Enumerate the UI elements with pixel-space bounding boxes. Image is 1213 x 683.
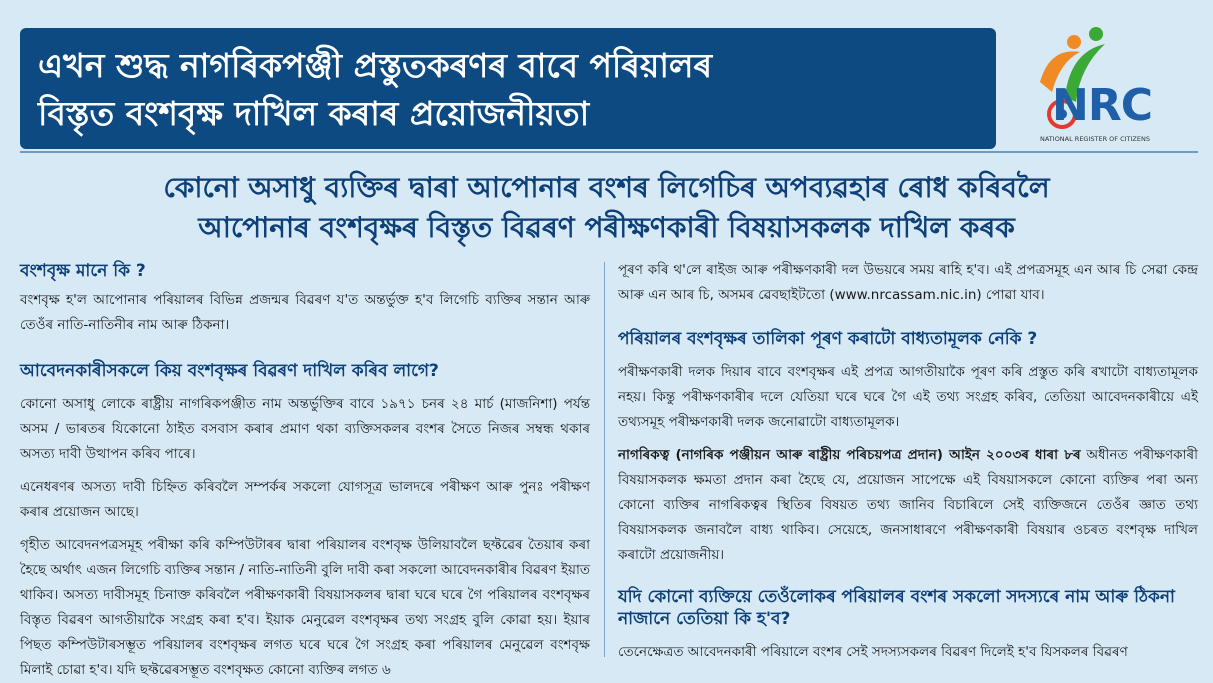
headline-line-2: আপোনাৰ বংশবৃক্ষৰ বিস্তৃত বিৱৰণ পৰীক্ষণকাৰী বিষয়াসকলক দাখিল কৰক <box>198 211 1015 244</box>
column-divider <box>604 262 605 657</box>
paragraph: পৰীক্ষণকাৰী দলক দিয়াৰ বাবে বংশবৃক্ষৰ এই প্ৰপত্ৰ আগতীয়াকৈ পূৰণ কৰি প্ৰস্তুত কৰি ৰখাটো বাধ্যতামূলক নহয়। কিন্তু পৰীক্ষণকাৰীৰ দলে যেতিয়া ঘৰে ঘৰে গৈ এই তথ্য সংগ্ৰহ কৰিব, তেতিয়া আবেদনকাৰীয়ে এই তথ্যসমূহ পৰীক্ষণকাৰী দলক জনোৱাটো বাধ্যতামূলক। <box>618 364 1198 430</box>
logo-head-green <box>1089 27 1103 41</box>
paragraph-rest: অধীনত পৰীক্ষণকাৰী বিষয়াসকলক ক্ষমতা প্ৰদান কৰা হৈছে যে, প্ৰয়োজন সাপেক্ষে এই বিষয়াসকলে কোনো ব্যক্তিৰ পৰা অন্য কোনো ব্যক্তিৰ নাগৰিকত্বৰ স্থিতিৰ বিষয়ত তথ্য জানিব বিচাৰিলে সেই ব্যক্তিজনে তেওঁৰ জ্ঞাত তথ্য বিষয়াসকলক জনাবলৈ বাধ্য থাকিব। সেয়েহে, জনসাধাৰণে পৰীক্ষণকাৰী বিষয়াৰ ওচৰত বংশবৃক্ষ দাখিল কৰাটো প্ৰয়োজনীয়। <box>618 447 1198 563</box>
paragraph: এনেধৰণৰ অসত্য দাবী চিহ্নিত কৰিবলৈ সম্পৰ্কৰ সকলো যোগসূত্ৰ ভালদৰে পৰীক্ষণ আৰু পুনঃ পৰীক্ষণ কৰাৰ প্ৰয়োজন আছে। <box>20 479 590 520</box>
right-column <box>618 258 1198 665</box>
bold-law-reference: নাগৰিকত্ব (নাগৰিক পঞ্জীয়ন আৰু ৰাষ্ট্ৰীয় পৰিচয়পত্ৰ প্ৰদান) আইন ২০০৩ৰ ধাৰা ৮ৰ <box>618 447 1081 463</box>
logo-head-orange <box>1067 35 1081 49</box>
logo-text: NRC <box>1052 80 1152 131</box>
paragraph <box>618 443 1198 568</box>
paragraph: গৃহীত আবেদনপত্ৰসমূহ পৰীক্ষা কৰি কম্পিউটাৰৰ দ্বাৰা পৰিয়ালৰ বংশবৃক্ষ উলিয়াবলৈ ছফ্টৱেৰ তৈয়াৰ কৰা হৈছে অৰ্থাৎ এজন লিগেচি ব্যক্তিৰ সন্তান / নাতি-নাতিনী বুলি দাবী কৰা সকলো আবেদনকাৰীৰ বিৱৰণ ইয়াত থাকিব। অসত্য দাবীসমূহ চিনাক্ত কৰিবলৈ পৰীক্ষণকাৰী বিষয়াসকলৰ দ্বাৰা ঘৰে ঘৰে গৈ পৰিয়ালৰ বংশবৃক্ষৰ বিস্তৃত বিৱৰণ আগতীয়াকৈ সংগ্ৰহ কৰা হ'ব। ইয়াক মেনুৱেল বংশবৃক্ষৰ তথ্য সংগ্ৰহ বুলি কোৱা হয়। ইয়াৰ পিছত কম্পিউটাৰসম্ভূত পৰিয়ালৰ বংশবৃক্ষৰ লগত ঘৰে ঘৰে গৈ সংগ্ৰহ কৰা পৰিয়ালৰ মেনুৱেল বংশবৃক্ষ মিলাই চোৱা হ'ব। যদি ছফ্টৱেৰসম্ভূত বংশবৃক্ষত কোনো ব্যক্তিৰ লগত ৬ <box>20 537 590 678</box>
paragraph: পূৰণ কৰি থ'লে ৰাইজ আৰু পৰীক্ষণকাৰী দল উভয়ৰে সময় ৰাহি হ'ব। এই প্ৰপত্ৰসমূহ এন আৰ চি সেৱা কেন্দ্ৰ আৰু এন আৰ চি, অসমৰ ৱেবছাইটতো (www.nrcassam.nic.in) পোৱা যাব। <box>618 262 1198 303</box>
logo-subtitle: NATIONAL REGISTER OF CITIZENS <box>1040 135 1150 143</box>
title-line-2: বিস্তৃত বংশবৃক্ষ দাখিল কৰাৰ প্ৰয়োজনীয়তা <box>38 94 590 133</box>
paragraph: বংশবৃক্ষ হ'ল আপোনাৰ পৰিয়ালৰ বিভিন্ন প্ৰজন্মৰ বিৱৰণ য'ত অন্তৰ্ভুক্ত হ'ব লিগেচি ব্যক্তিৰ সন্তান আৰু তেওঁৰ নাতি-নাতিনীৰ নাম আৰু ঠিকনা। <box>20 292 590 333</box>
divider-rule <box>20 151 1198 153</box>
section-heading: বংশবৃক্ষ মানে কি ? <box>20 261 146 281</box>
paragraph: কোনো অসাধু লোকে ৰাষ্ট্ৰীয় নাগৰিকপঞ্জীত নাম অন্তৰ্ভুক্তিৰ বাবে ১৯৭১ চনৰ ২৪ মাৰ্চ (মাজনিশা) পৰ্যন্ত অসম / ভাৰতৰ যিকোনো ঠাইত বসবাস কৰাৰ প্ৰমাণ থকা ব্যক্তিসকলৰ বংশৰ সৈতে নিজৰ সম্বন্ধ থকাৰ অসত্য দাবী উত্থাপন কৰিব পাৰে। <box>20 396 590 462</box>
title-banner <box>20 28 996 149</box>
section-heading: আবেদনকাৰীসকলে কিয় বংশবৃক্ষৰ বিৱৰণ দাখিল কৰিব লাগে? <box>20 361 439 381</box>
section-heading: যদি কোনো ব্যক্তিয়ে তেওঁলোকৰ পৰিয়ালৰ বংশৰ সকলো সদস্যৰে নাম আৰু ঠিকনা নাজানে তেতিয়া কি হ'ব? <box>618 587 1175 629</box>
title-line-1: এখন শুদ্ধ নাগৰিকপঞ্জী প্ৰস্তুতকৰণৰ বাবে পৰিয়ালৰ <box>38 46 713 85</box>
section-heading: পৰিয়ালৰ বংশবৃক্ষৰ তালিকা পূৰণ কৰাটো বাধ্যতামূলক নেকি ? <box>618 329 1038 349</box>
headline-line-1: কোনো অসাধু ব্যক্তিৰ দ্বাৰা আপোনাৰ বংশৰ লিগেচিৰ অপব্যৱহাৰ ৰোধ কৰিবলৈ <box>163 171 1050 204</box>
paragraph: তেনেক্ষেত্ৰত আবেদনকাৰী পৰিয়ালে বংশৰ সেই সদস্যসকলৰ বিৱৰণ দিলেই হ'ব যিসকলৰ বিৱৰণ <box>618 644 1128 660</box>
left-column <box>20 258 590 683</box>
